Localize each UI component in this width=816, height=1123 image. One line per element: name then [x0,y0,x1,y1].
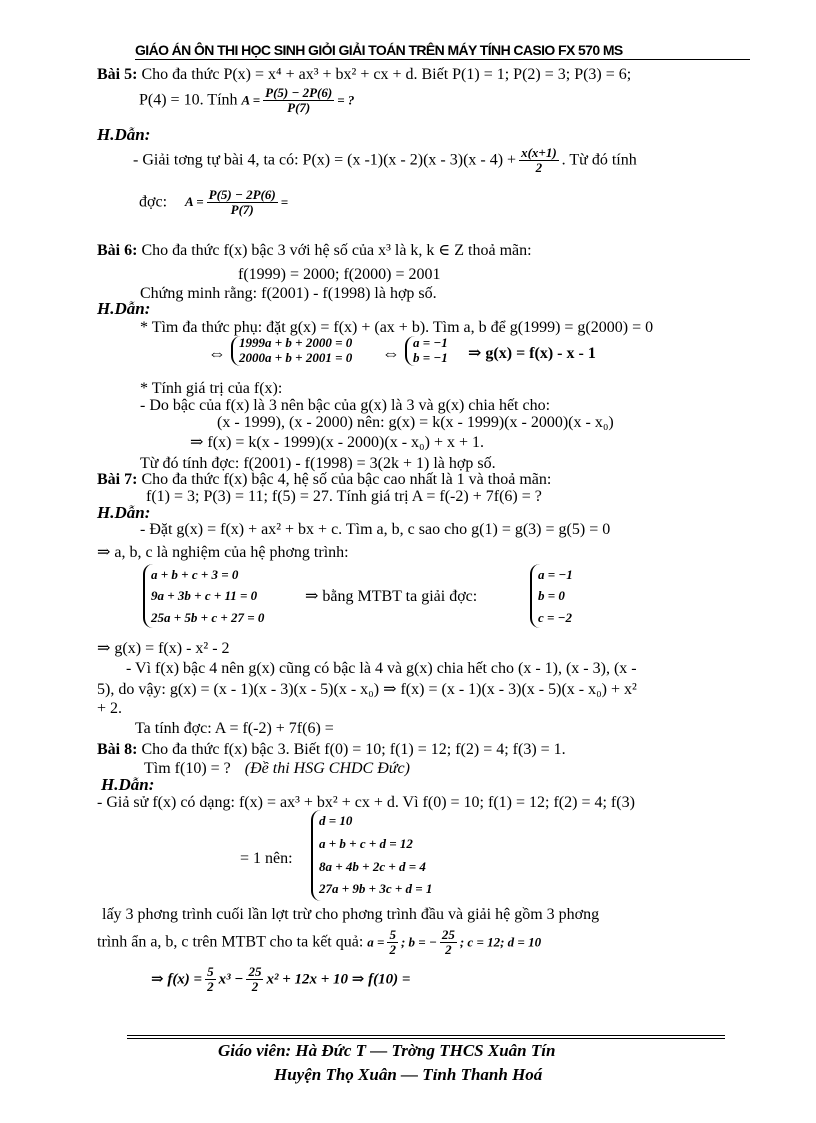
problem-8-source: (Đề thi HSG CHDC Đức) [244,760,410,777]
problem-6-prove: Chứng minh rằng: f(2001) - f(1998) là hợp số. [140,285,437,302]
problem-5-line2: P(4) = 10. Tính [139,91,238,109]
problem-8-question: Tìm f(10) = ? (Đề thi HSG CHDC Đức) [144,760,410,777]
iff-symbol-2: ⇔ [382,343,400,363]
system-8: d = 10 a + b + c + d = 12 8a + 4b + 2c + d = 4 27a + 9b + 3c + d = 1 [311,810,432,901]
formula-a-lhs: A = [241,92,261,108]
hint-8-line4: trình ẩn a, b, c trên MTBT cho ta kết quả: a = $\frac{5}{2}$ ; b = − $\frac{25}{2}$ ; c = 12; d = 10 [97,927,542,958]
hint-7-line2: ⇒ a, b, c là nghiệm của hệ phơng trình: [97,544,349,561]
hint-5-line2: đợc: A = $\frac{P(5) - 2P(6)}{P(7)}$ = [139,187,289,218]
hint-6-line4: (x - 1999), (x - 2000) nên: g(x) = k(x - 1999)(x - 2000)(x - x₀) [217,414,614,431]
hint-6-line3: - Do bậc của f(x) là 3 nên bậc của g(x) là 3 và g(x) chia hết cho: [140,397,551,414]
system-6-left: 1999a + b + 2000 = 0 2000a + b + 2001 = 0 [231,336,352,366]
hint-5-line1: - Giải tơng tự bài 4, ta có: P(x) = (x -1)(x - 2)(x - 3)(x - 4) + $\frac{x(x+1)}{2}$ . Từ đó tính [133,145,637,176]
hint-8-final-formula: ⇒ f(x) = $\frac{5}{2}$ x³ − $\frac{25}{2}$ x² + 12x + 10 ⇒ f(10) = [151,964,411,995]
hint-8-line3: lấy 3 phơng trình cuối lần lợt trừ cho phơng trình đầu và giải hệ gồm 3 phơng [102,906,600,923]
coef-a-fraction: $\frac{5}{2}$ [389,927,396,958]
problem-5-label: Bài 5: [97,66,138,83]
problem-5-line1: Cho đa thức P(x) = x⁴ + ax³ + bx² + cx + d. Biết P(1) = 1; P(2) = 3; P(3) = 6; [141,66,632,83]
hint-6-result: ⇒ g(x) = f(x) - x - 1 [468,345,596,362]
hint-8-line1: - Giả sử f(x) có dạng: f(x) = ax³ + bx² + cx + d. Vì f(0) = 10; f(1) = 12; f(2) = 4; f(3) [97,794,635,811]
hint-5-fraction: $\frac{x(x+1)}{2}$ [521,145,557,176]
footer-teacher: Giáo viên: Hà Đức T — Trờng THCS Xuân Tín [218,1041,556,1060]
hint-7-line6: + 2. [97,700,123,717]
formula-a-rhs: = ? [337,92,355,108]
system-6-right: a = −1 b = −1 [405,336,448,366]
problem-7-label: Bài 7: [97,471,138,488]
footer-rule-2 [127,1038,725,1039]
problem-5-question [139,86,354,116]
problem-6-given: f(1999) = 2000; f(2000) = 2001 [238,266,441,283]
footer-district: Huyện Thọ Xuân — Tỉnh Thanh Hoá [274,1065,543,1084]
hint-7-heading: H.Dẫn: [97,503,151,522]
hint-7-line3: ⇒ g(x) = f(x) - x² - 2 [97,640,230,657]
problem-8-statement: Bài 8: Cho đa thức f(x) bậc 3. Biết f(0) = 10; f(1) = 12; f(2) = 4; f(3) = 1. [97,741,566,758]
hint-5-heading: H.Dẫn: [97,125,151,144]
hint-6-line6: Từ đó tính đợc: f(2001) - f(1998) = 3(2k + 1) là hợp số. [140,455,496,472]
hint-6-heading: H.Dẫn: [97,299,151,318]
hint-7-line5: 5), do vậy: g(x) = (x - 1)(x - 3)(x - 5)(x - x₀) ⇒ f(x) = (x - 1)(x - 3)(x - 5)(x - x₀) + x² [97,681,637,698]
hint-7-line7: Ta tính đợc: A = f(-2) + 7f(6) = [135,720,334,737]
problem-6-statement: Bài 6: Cho đa thức f(x) bậc 3 với hệ số của x³ là k, k ∈ Z thoả mãn: [97,242,532,259]
formula-a-fraction: $\frac{P(5) - 2P(6)}{P(7)}$ [265,85,333,116]
header-rule [135,59,750,60]
problem-8-label: Bài 8: [97,741,138,758]
hint-8-line2: = 1 nên: [240,850,293,867]
hint-7-solve-text: ⇒ bằng MTBT ta giải đợc: [305,588,478,605]
hint-6-line1: * Tìm đa thức phụ: đặt g(x) = f(x) + (ax + b). Tìm a, b để g(1999) = g(2000) = 0 [140,319,654,336]
hint-7-line4: - Vì f(x) bậc 4 nên g(x) cũng có bậc là 4 và g(x) chia hết cho (x - 1), (x - 3), (x - [126,660,637,677]
problem-5-statement [97,66,631,84]
hint-8-heading: H.Dẫn: [101,775,155,794]
problem-6-label: Bài 6: [97,242,138,259]
system-7-right: a = −1 b = 0 c = −2 [530,564,573,628]
footer-rule-1 [127,1035,725,1036]
hint-5-result-fraction: $\frac{P(5) - 2P(6)}{P(7)}$ [208,187,276,218]
iff-symbol-1: ⇔ [208,343,226,363]
system-7-left: a + b + c + 3 = 0 9a + 3b + c + 11 = 0 25a + 5b + c + 27 = 0 [143,564,264,628]
hint-6-line2: * Tính giá trị của f(x): [140,380,283,397]
hint-7-line1: - Đặt g(x) = f(x) + ax² + bx + c. Tìm a, b, c sao cho g(1) = g(3) = g(5) = 0 [140,521,611,538]
problem-7-statement: Bài 7: Cho đa thức f(x) bậc 4, hệ số của bậc cao nhất là 1 và thoả mãn: [97,471,552,488]
page-header: GIÁO ÁN ÔN THI HỌC SINH GIỎI GIẢI TOÁN TRÊN MÁY TÍNH CASIO FX 570 MS [135,42,623,58]
coef-b-fraction: $\frac{25}{2}$ [441,927,455,958]
problem-7-given: f(1) = 3; P(3) = 11; f(5) = 27. Tính giá trị A = f(-2) + 7f(6) = ? [146,488,542,505]
hint-6-line5: ⇒ f(x) = k(x - 1999)(x - 2000)(x - x₀) + x + 1. [190,434,484,451]
